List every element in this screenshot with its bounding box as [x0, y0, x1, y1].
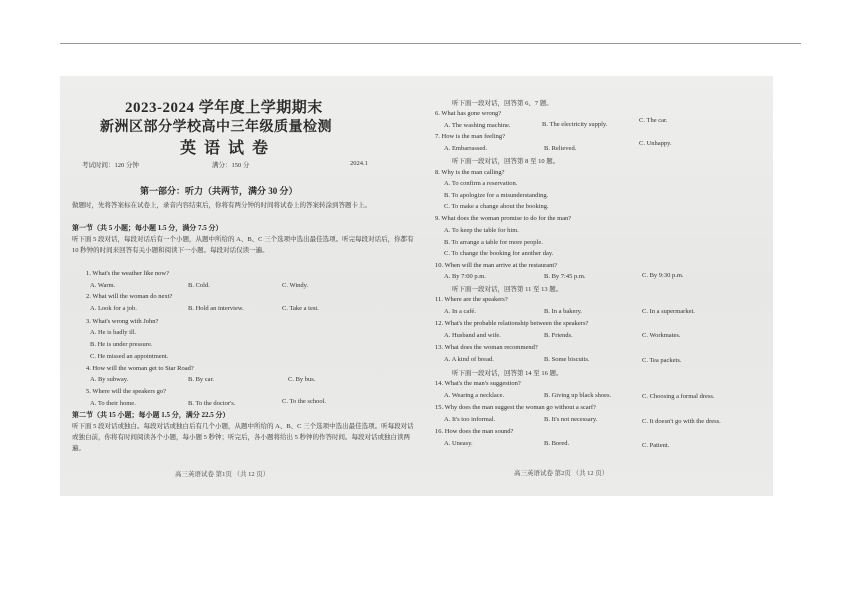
q13-option-a: A. A kind of bread. [444, 356, 494, 363]
q11-option-a: A. In a café. [444, 308, 476, 315]
q3-option-a: A. He is badly ill. [90, 329, 137, 336]
exam-title-year: 2023-2024 学年度上学期期末 [125, 100, 323, 116]
question-4: 4. How will the woman get to Star Road? [86, 365, 194, 372]
exam-date: 2024.1 [350, 160, 368, 167]
section-two-instructions: 听下面 5 段对话或独白。每段对话或独白后有几个小题，从题中所给的 A、B、C 三个选项中选出最佳选项。听每段对话或独白前，你将有时间阅读各个小题，每小题 5 秒钟；听完后，各小题将给出 5 秒钟的作答时间。每段对话或独白读两遍。 [72, 423, 414, 452]
exam-time: 考试时间：120 分钟 [82, 162, 139, 169]
q10-option-b: B. By 7:45 p.m. [544, 273, 586, 280]
q10-option-a: A. By 7:00 p.m. [444, 273, 486, 280]
q15-option-b: B. It's not necessary. [544, 416, 598, 423]
q14-option-a: A. Wearing a necklace. [444, 392, 505, 399]
q8-option-a: A. To confirm a reservation. [444, 180, 518, 187]
q14-option-b: B. Giving up black shoes. [544, 392, 612, 399]
listen-instruction-8-10: 听下面一段对话，回答第 8 至 10 题。 [452, 158, 560, 165]
question-5: 5. Where will the speakers go? [86, 388, 167, 395]
q1-option-c: C. Windy. [282, 282, 309, 289]
q4-option-a: A. By subway. [90, 376, 129, 383]
question-8: 8. Why is the man calling? [435, 169, 505, 176]
q4-option-b: B. By car. [188, 376, 214, 383]
q15-option-c: C. It doesn't go with the dress. [642, 418, 721, 425]
q6-option-a: A. The washing machine. [444, 122, 511, 129]
q1-option-a: A. Warm. [90, 282, 116, 289]
q5-option-a: A. To their home. [90, 400, 136, 407]
q7-option-c: C. Unhappy. [639, 140, 672, 147]
exam-photo [60, 76, 773, 496]
listen-instruction-6-7: 听下面一段对话，回答第 6、7 题。 [452, 100, 553, 107]
q7-option-a: A. Embarrassed. [444, 145, 488, 152]
q12-option-a: A. Husband and wife. [444, 332, 501, 339]
question-10: 10. When will the man arrive at the restaurant? [435, 262, 558, 269]
question-11: 11. Where are the speakers? [435, 296, 508, 303]
page-2-footer: 高三英语试卷 第2页 （共 12 页） [514, 470, 609, 477]
question-15: 15. Why does the man suggest the woman go without a scarf? [435, 404, 596, 411]
q16-option-b: B. Bored. [544, 440, 570, 447]
question-7: 7. How is the man feeling? [435, 133, 506, 140]
q8-option-c: C. To make a change about the booking. [444, 203, 549, 210]
question-6: 6. What has gone wrong? [435, 110, 502, 117]
q15-option-a: A. It's too informal. [444, 416, 496, 423]
q12-option-b: B. Friends. [544, 332, 573, 339]
question-12: 12. What's the probable relationship between the speakers? [435, 320, 589, 327]
question-3: 3. What's wrong with John? [86, 318, 159, 325]
q9-option-b: B. To arrange a table for more people. [444, 239, 543, 246]
q4-option-c: C. By bus. [288, 376, 316, 383]
question-13: 13. What does the woman recommend? [435, 344, 538, 351]
question-16: 16. How does the man sound? [435, 428, 514, 435]
page-1-footer: 高三英语试卷 第1页 （共 12 页） [175, 471, 270, 478]
full-score: 满分：150 分 [212, 162, 250, 169]
question-1: 1. What's the weather like now? [86, 270, 169, 277]
top-divider [60, 43, 801, 44]
page-1 [60, 76, 432, 496]
q3-option-c: C. He missed an appointment. [90, 353, 169, 360]
q9-option-a: A. To keep the table for him. [444, 227, 519, 234]
q11-option-b: B. In a bakery. [544, 308, 583, 315]
q13-option-c: C. Tea packets. [642, 357, 682, 364]
q16-option-a: A. Uneasy. [444, 440, 473, 447]
q6-option-c: C. The car. [639, 117, 668, 124]
q2-option-a: A. Look for a job. [90, 305, 137, 312]
q16-option-c: C. Patient. [642, 442, 670, 449]
q3-option-b: B. He is under pressure. [90, 341, 153, 348]
listen-instruction-14-16: 听下面一段对话，回答第 14 至 16 题。 [452, 370, 563, 377]
q9-option-c: C. To change the booking for another day. [444, 250, 554, 257]
part-one-title: 第一部分：听力（共两节，满分 30 分） [140, 186, 298, 196]
section-two-title: 第二节（共 15 小题；每小题 1.5 分，满分 22.5 分） [72, 411, 230, 419]
q10-option-c: C. By 9:30 p.m. [642, 272, 684, 279]
question-9: 9. What does the woman promise to do for the man? [435, 215, 572, 222]
question-14: 14. What's the man's suggestion? [435, 380, 521, 387]
q2-option-b: B. Hold an interview. [188, 305, 244, 312]
q2-option-c: C. Take a test. [282, 305, 319, 312]
q5-option-b: B. To the doctor's. [188, 400, 236, 407]
q11-option-c: C. In a supermarket. [642, 308, 695, 315]
listening-intro: 做题时，先将答案标在试卷上，录音内容结束后，你将有两分钟的时间将试卷上的答案转涂到答题卡上。 [72, 202, 371, 209]
q14-option-c: C. Choosing a formal dress. [642, 393, 715, 400]
section-one-title: 第一节（共 5 小题；每小题 1.5 分，满分 7.5 分） [72, 224, 223, 232]
question-2: 2. What will the woman do next? [86, 293, 173, 300]
q7-option-b: B. Relieved. [544, 145, 577, 152]
q8-option-b: B. To apologize for a misunderstanding. [444, 192, 549, 199]
q12-option-c: C. Workmates. [642, 332, 681, 339]
q6-option-b: B. The electricity supply. [542, 121, 608, 128]
exam-title-school: 新洲区部分学校高中三年级质量检测 [100, 120, 332, 135]
q13-option-b: B. Some biscuits. [544, 356, 590, 363]
listen-instruction-11-13: 听下面一段对话，回答第 11 至 13 题。 [452, 286, 563, 293]
q5-option-c: C. To the school. [282, 398, 327, 405]
section-one-instructions: 听下面 5 段对话，每段对话后有一个小题，从题中所给的 A、B、C 三个选项中选出最佳选项。听完每段对话后，你都有 10 秒钟的时间来回答有关小题和阅读下一小题。每段对话仅读一遍。 [72, 236, 414, 254]
exam-title-subject: 英 语 试 卷 [180, 140, 271, 157]
q1-option-b: B. Cold. [188, 282, 210, 289]
page-2 [432, 76, 773, 496]
